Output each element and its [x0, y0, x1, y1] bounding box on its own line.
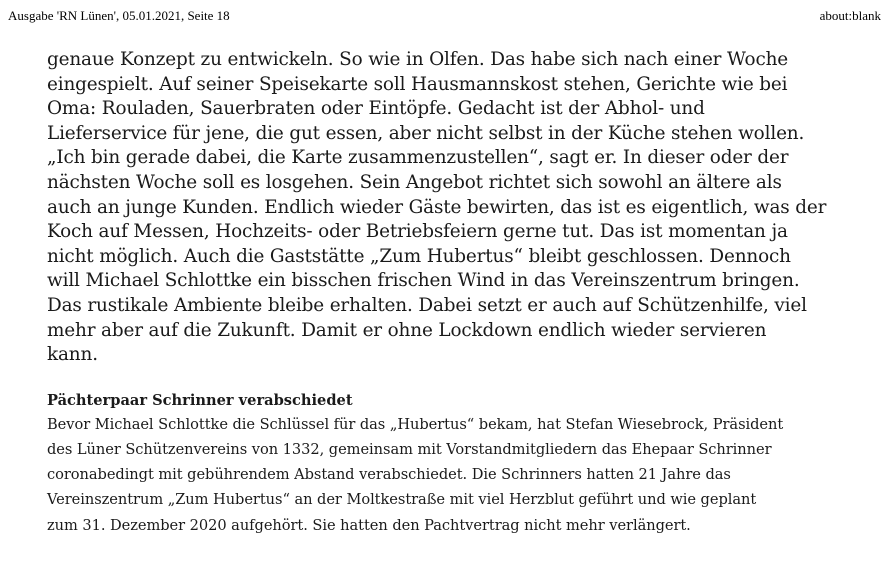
article: [47, 48, 847, 538]
body-line: nächsten Woche soll es losgehen. Sein Angebot richtet sich sowohl an ältere als: [47, 171, 782, 193]
body-line: Koch auf Messen, Hochzeits- oder Betriebsfeiern gerne tut. Das ist momentan ja: [47, 221, 788, 243]
article-body: [47, 48, 847, 368]
page-url: about:blank: [819, 8, 881, 23]
section-line: coronabedingt mit gebührendem Abstand verabschiedet. Die Schrinners hatten 21 Jahre das: [47, 466, 731, 484]
edition-source: Ausgabe 'RN Lünen', 05.01.2021, Seite 18: [8, 8, 230, 23]
section-line: des Lüner Schützenvereins von 1332, gemeinsam mit Vorstandmitgliedern das Ehepaar Schrinner: [47, 440, 772, 458]
body-line: mehr aber auf die Zukunft. Damit er ohne Lockdown endlich wieder servieren: [47, 319, 767, 341]
body-line: Oma: Rouladen, Sauerbraten oder Eintöpfe. Gedacht ist der Abhol- und: [47, 98, 705, 120]
section-line: zum 31. Dezember 2020 aufgehört. Sie hatten den Pachtvertrag nicht mehr verlängert.: [47, 516, 691, 534]
body-line: auch an junge Kunden. Endlich wieder Gäste bewirten, das ist es eigentlich, was der: [47, 196, 827, 218]
body-line: eingespielt. Auf seiner Speisekarte soll Hausmannskost stehen, Gerichte wie bei: [47, 73, 788, 95]
section-line: Bevor Michael Schlottke die Schlüssel für das „Hubertus“ bekam, hat Stefan Wiesebrock, Präsident: [47, 415, 784, 433]
body-line: „Ich bin gerade dabei, die Karte zusammenzustellen“, sagt er. In dieser oder der: [47, 147, 789, 169]
body-line: will Michael Schlottke ein bisschen frischen Wind in das Vereinszentrum bringen.: [47, 270, 800, 292]
print-header: [8, 8, 881, 24]
body-line: kann.: [47, 344, 98, 366]
body-line: genaue Konzept zu entwickeln. So wie in Olfen. Das habe sich nach einer Woche: [47, 49, 789, 70]
section-line: Vereinszentrum „Zum Hubertus“ an der Moltkestraße mit viel Herzblut geführt und wie geplant: [47, 491, 757, 509]
body-line: Das rustikale Ambiente bleibe erhalten. Dabei setzt er auch auf Schützenhilfe, viel: [47, 294, 807, 316]
body-line: nicht möglich. Auch die Gaststätte „Zum Hubertus“ bleibt geschlossen. Dennoch: [47, 245, 791, 267]
section-heading: Pächterpaar Schrinner verabschiedet: [47, 391, 353, 409]
section-body: [47, 412, 847, 538]
body-line: Lieferservice für jene, die gut essen, aber nicht selbst in der Küche stehen wollen.: [47, 122, 805, 144]
